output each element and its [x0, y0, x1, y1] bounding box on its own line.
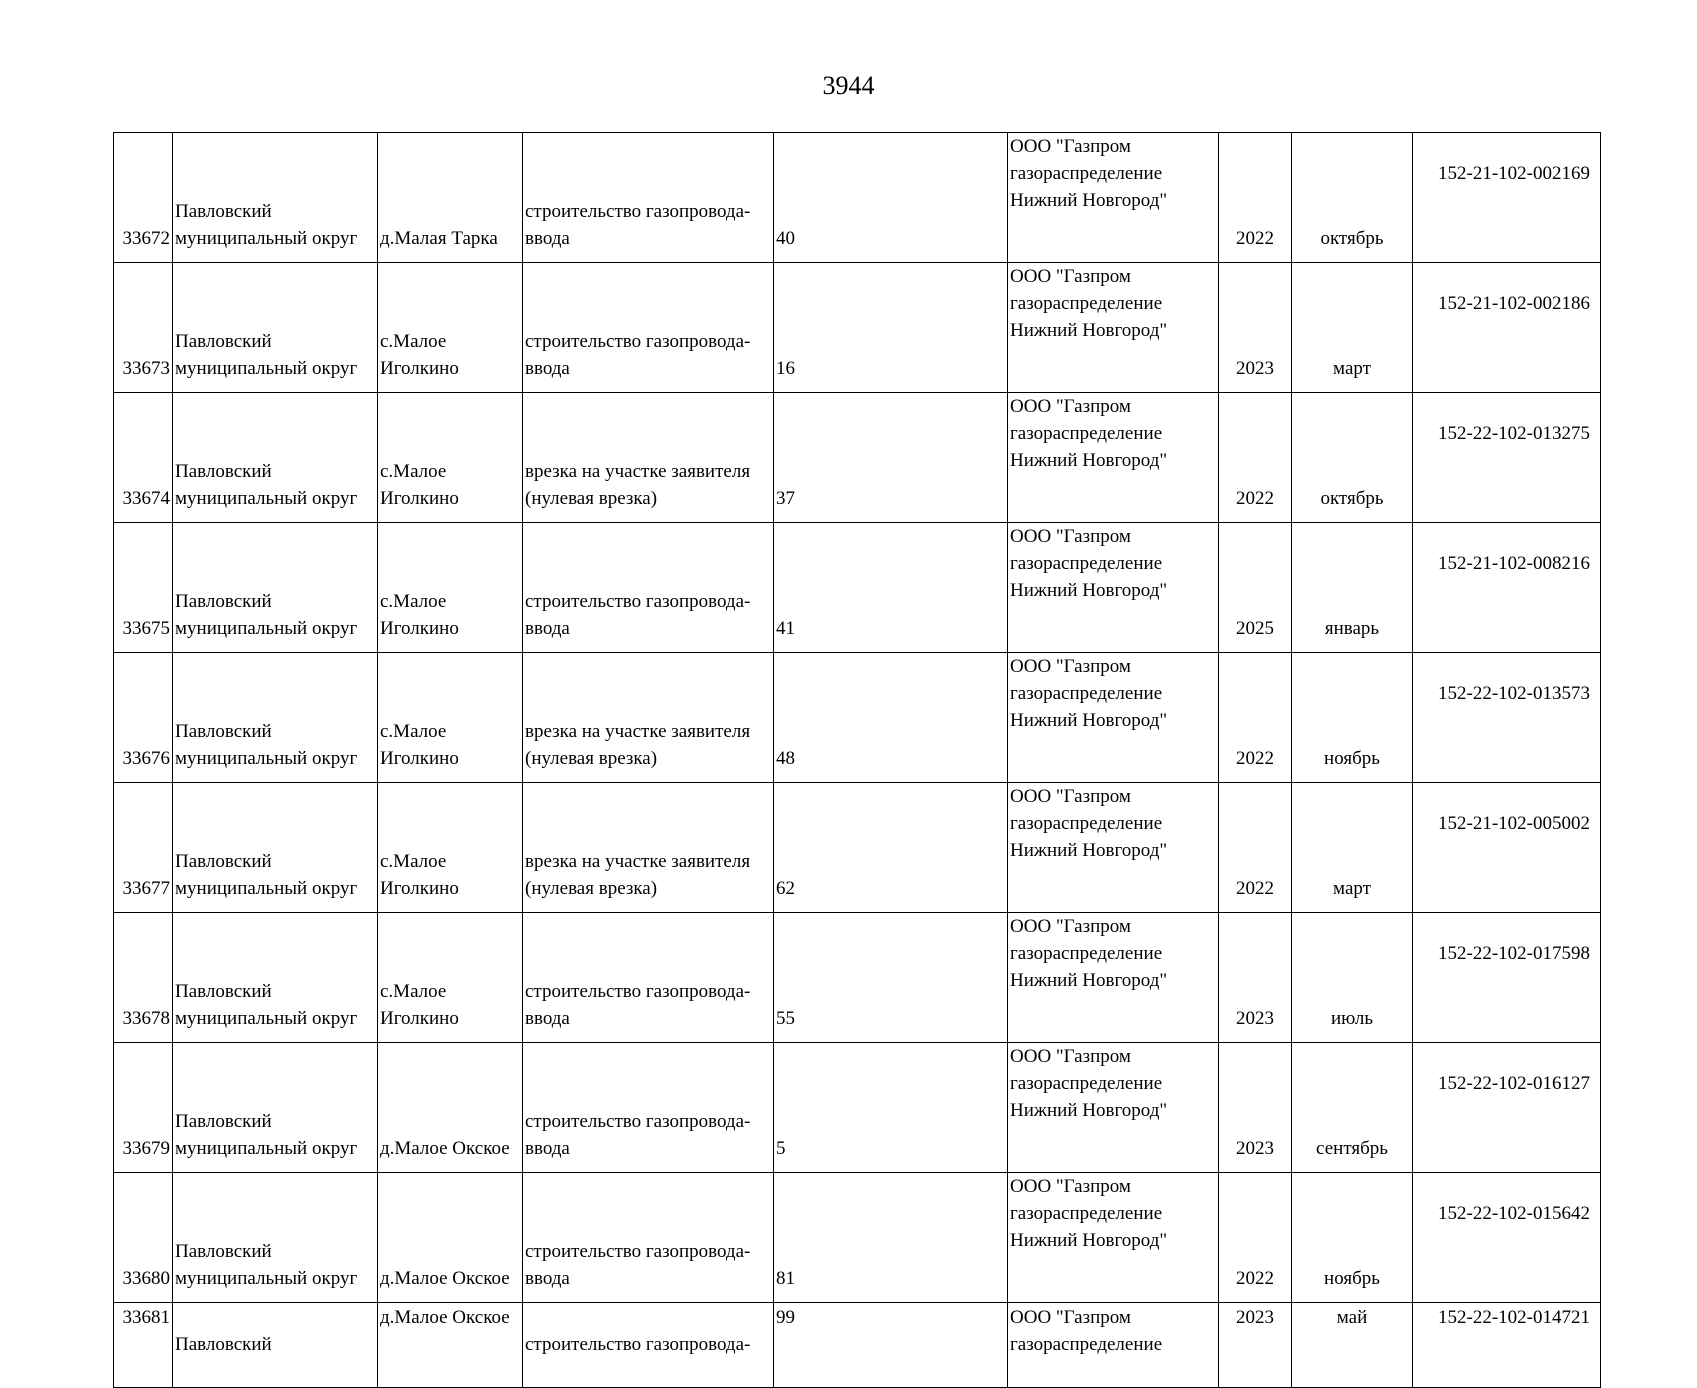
cell-locality: [378, 1173, 523, 1303]
cell-code: 152-22-102-013573: [1413, 653, 1601, 783]
cell-year: 2022: [1219, 133, 1292, 263]
cell-year: 2022: [1219, 1173, 1292, 1303]
work-line: ввода: [525, 618, 570, 639]
cell-org: [1008, 263, 1219, 393]
cell-month: июль: [1292, 913, 1413, 1043]
cell-district: [173, 133, 378, 263]
cell-org: [1008, 653, 1219, 783]
org-line: ООО "Газпром: [1010, 136, 1131, 157]
locality-line: с.Малое: [380, 591, 447, 612]
district-line: муниципальный округ: [175, 228, 358, 249]
table-row: [114, 1043, 1601, 1173]
cell-org: [1008, 1043, 1219, 1173]
table-row: [114, 1303, 1601, 1388]
cell-num: 33679: [114, 1043, 173, 1173]
locality-line: Иголкино: [380, 618, 459, 639]
district-line: Павловский: [175, 591, 272, 612]
cell-length: 16: [774, 263, 1008, 393]
cell-length: 40: [774, 133, 1008, 263]
locality-line: с.Малое: [380, 981, 447, 1002]
cell-year: 2022: [1219, 393, 1292, 523]
district-line: Павловский: [175, 1241, 272, 1262]
org-line: ООО "Газпром: [1010, 1307, 1131, 1328]
locality-line: с.Малое: [380, 461, 447, 482]
cell-district: [173, 1173, 378, 1303]
cell-month: май: [1292, 1303, 1413, 1388]
cell-year: 2023: [1219, 1043, 1292, 1173]
org-line: Нижний Новгород": [1010, 1100, 1168, 1121]
work-line: строительство газопровода-: [525, 201, 751, 222]
org-line: Нижний Новгород": [1010, 840, 1168, 861]
cell-locality: [378, 393, 523, 523]
work-line: строительство газопровода-: [525, 981, 751, 1002]
cell-code: 152-22-102-015642: [1413, 1173, 1601, 1303]
work-line: врезка на участке заявителя: [525, 721, 751, 742]
cell-locality: [378, 263, 523, 393]
cell-year: 2025: [1219, 523, 1292, 653]
table-row: [114, 913, 1601, 1043]
cell-work: [523, 1043, 774, 1173]
cell-code: 152-22-102-017598: [1413, 913, 1601, 1043]
district-line: Павловский: [175, 721, 272, 742]
cell-month: ноябрь: [1292, 653, 1413, 783]
org-line: Нижний Новгород": [1010, 710, 1168, 731]
cell-code: 152-21-102-002186: [1413, 263, 1601, 393]
org-line: Нижний Новгород": [1010, 970, 1168, 991]
district-line: муниципальный округ: [175, 1008, 358, 1029]
org-line: ООО "Газпром: [1010, 1176, 1131, 1197]
cell-district: [173, 1303, 378, 1388]
cell-locality: [378, 653, 523, 783]
district-line: муниципальный округ: [175, 488, 358, 509]
cell-month: март: [1292, 783, 1413, 913]
cell-num: 33675: [114, 523, 173, 653]
table-row: [114, 523, 1601, 653]
locality-line: с.Малое: [380, 851, 447, 872]
cell-district: [173, 263, 378, 393]
cell-month: январь: [1292, 523, 1413, 653]
locality-line: Иголкино: [380, 878, 459, 899]
district-line: Павловский: [175, 1334, 272, 1355]
cell-org: [1008, 783, 1219, 913]
org-line: ООО "Газпром: [1010, 396, 1131, 417]
cell-code: 152-22-102-013275: [1413, 393, 1601, 523]
cell-org: [1008, 523, 1219, 653]
cell-code: 152-22-102-016127: [1413, 1043, 1601, 1173]
locality-line: д.Малое Окское: [380, 1268, 510, 1289]
cell-length: 81: [774, 1173, 1008, 1303]
table-row: [114, 133, 1601, 263]
cell-code: 152-21-102-008216: [1413, 523, 1601, 653]
district-line: муниципальный округ: [175, 878, 358, 899]
org-line: газораспределение: [1010, 553, 1163, 574]
cell-work: [523, 783, 774, 913]
table-row: [114, 783, 1601, 913]
work-line: ввода: [525, 1138, 570, 1159]
work-line: (нулевая врезка): [525, 878, 658, 899]
cell-locality: [378, 133, 523, 263]
work-line: строительство газопровода-: [525, 1334, 751, 1355]
cell-org: [1008, 1303, 1219, 1388]
org-line: газораспределение: [1010, 943, 1163, 964]
cell-num: 33673: [114, 263, 173, 393]
cell-work: [523, 913, 774, 1043]
work-line: строительство газопровода-: [525, 1241, 751, 1262]
district-line: Павловский: [175, 851, 272, 872]
cell-work: [523, 523, 774, 653]
cell-work: [523, 1303, 774, 1388]
work-line: врезка на участке заявителя: [525, 461, 751, 482]
locality-line: Иголкино: [380, 1008, 459, 1029]
cell-num: 33680: [114, 1173, 173, 1303]
cell-year: 2023: [1219, 1303, 1292, 1388]
org-line: ООО "Газпром: [1010, 1046, 1131, 1067]
cell-num: 33678: [114, 913, 173, 1043]
table-row: [114, 653, 1601, 783]
cell-length: 37: [774, 393, 1008, 523]
work-line: ввода: [525, 228, 570, 249]
work-line: (нулевая врезка): [525, 488, 658, 509]
district-line: муниципальный округ: [175, 1268, 358, 1289]
org-line: ООО "Газпром: [1010, 526, 1131, 547]
table-body: [114, 133, 1601, 1388]
work-line: ввода: [525, 1008, 570, 1029]
org-line: ООО "Газпром: [1010, 916, 1131, 937]
cell-locality: [378, 1303, 523, 1388]
work-line: (нулевая врезка): [525, 748, 658, 769]
cell-district: [173, 653, 378, 783]
cell-work: [523, 653, 774, 783]
org-line: газораспределение: [1010, 293, 1163, 314]
locality-line: с.Малое: [380, 721, 447, 742]
org-line: Нижний Новгород": [1010, 190, 1168, 211]
cell-year: 2023: [1219, 913, 1292, 1043]
org-line: газораспределение: [1010, 683, 1163, 704]
locality-line: Иголкино: [380, 488, 459, 509]
org-line: газораспределение: [1010, 813, 1163, 834]
cell-year: 2022: [1219, 783, 1292, 913]
table-row: [114, 1173, 1601, 1303]
cell-org: [1008, 1173, 1219, 1303]
cell-code: 152-22-102-014721: [1413, 1303, 1601, 1388]
cell-num: 33681: [114, 1303, 173, 1388]
org-line: газораспределение: [1010, 423, 1163, 444]
org-line: газораспределение: [1010, 1203, 1163, 1224]
cell-work: [523, 133, 774, 263]
district-line: Павловский: [175, 1111, 272, 1132]
org-line: ООО "Газпром: [1010, 786, 1131, 807]
cell-locality: [378, 523, 523, 653]
cell-num: 33676: [114, 653, 173, 783]
org-line: газораспределение: [1010, 1334, 1163, 1355]
cell-num: 33677: [114, 783, 173, 913]
cell-district: [173, 1043, 378, 1173]
work-line: ввода: [525, 358, 570, 379]
locality-line: Иголкино: [380, 748, 459, 769]
cell-month: март: [1292, 263, 1413, 393]
cell-work: [523, 1173, 774, 1303]
cell-length: 41: [774, 523, 1008, 653]
work-line: строительство газопровода-: [525, 1111, 751, 1132]
district-line: муниципальный округ: [175, 1138, 358, 1159]
org-line: Нижний Новгород": [1010, 450, 1168, 471]
cell-month: октябрь: [1292, 393, 1413, 523]
cell-work: [523, 263, 774, 393]
cell-district: [173, 393, 378, 523]
district-line: муниципальный округ: [175, 748, 358, 769]
cell-district: [173, 913, 378, 1043]
org-line: Нижний Новгород": [1010, 1230, 1168, 1251]
org-line: ООО "Газпром: [1010, 656, 1131, 677]
org-line: газораспределение: [1010, 1073, 1163, 1094]
table-row: [114, 393, 1601, 523]
org-line: газораспределение: [1010, 163, 1163, 184]
work-line: строительство газопровода-: [525, 591, 751, 612]
cell-district: [173, 523, 378, 653]
cell-code: 152-21-102-005002: [1413, 783, 1601, 913]
cell-year: 2023: [1219, 263, 1292, 393]
cell-org: [1008, 913, 1219, 1043]
district-line: муниципальный округ: [175, 358, 358, 379]
cell-locality: [378, 783, 523, 913]
org-line: Нижний Новгород": [1010, 580, 1168, 601]
locality-line: д.Малая Тарка: [380, 228, 498, 249]
table-row: [114, 263, 1601, 393]
cell-locality: [378, 913, 523, 1043]
cell-length: 55: [774, 913, 1008, 1043]
locality-line: д.Малое Окское: [380, 1307, 510, 1328]
cell-month: октябрь: [1292, 133, 1413, 263]
page-number: 3944: [822, 71, 875, 100]
cell-length: 5: [774, 1043, 1008, 1173]
cell-district: [173, 783, 378, 913]
work-line: ввода: [525, 1268, 570, 1289]
org-line: Нижний Новгород": [1010, 320, 1168, 341]
cell-num: 33672: [114, 133, 173, 263]
cell-length: 99: [774, 1303, 1008, 1388]
cell-month: ноябрь: [1292, 1173, 1413, 1303]
work-line: врезка на участке заявителя: [525, 851, 751, 872]
cell-org: [1008, 393, 1219, 523]
cell-code: 152-21-102-002169: [1413, 133, 1601, 263]
cell-work: [523, 393, 774, 523]
cell-locality: [378, 1043, 523, 1173]
district-line: Павловский: [175, 981, 272, 1002]
cell-org: [1008, 133, 1219, 263]
district-line: Павловский: [175, 201, 272, 222]
org-line: ООО "Газпром: [1010, 266, 1131, 287]
district-line: муниципальный округ: [175, 618, 358, 639]
cell-year: 2022: [1219, 653, 1292, 783]
cell-num: 33674: [114, 393, 173, 523]
district-line: Павловский: [175, 461, 272, 482]
work-line: строительство газопровода-: [525, 331, 751, 352]
cell-length: 62: [774, 783, 1008, 913]
locality-line: с.Малое: [380, 331, 447, 352]
locality-line: Иголкино: [380, 358, 459, 379]
locality-line: д.Малое Окское: [380, 1138, 510, 1159]
cell-month: сентябрь: [1292, 1043, 1413, 1173]
district-line: Павловский: [175, 331, 272, 352]
cell-length: 48: [774, 653, 1008, 783]
